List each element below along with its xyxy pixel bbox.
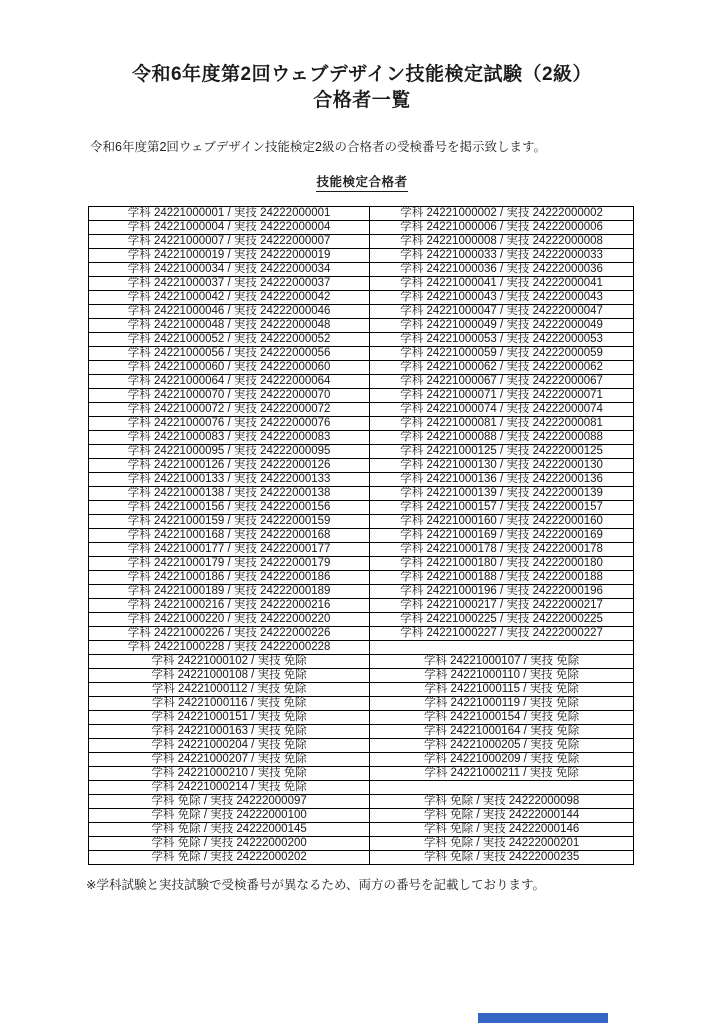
result-cell: 学科 24221000110 / 実技 免除	[370, 669, 634, 683]
table-row	[89, 361, 634, 375]
table-row	[89, 403, 634, 417]
table-row	[89, 319, 634, 333]
result-cell: 学科 24221000151 / 実技 免除	[89, 711, 370, 725]
result-cell: 学科 24221000164 / 実技 免除	[370, 725, 634, 739]
table-row	[89, 781, 634, 795]
table-row	[89, 375, 634, 389]
table-row	[89, 599, 634, 613]
table-row	[89, 767, 634, 781]
result-cell: 学科 24221000207 / 実技 免除	[89, 753, 370, 767]
section-heading-wrap	[0, 172, 724, 192]
result-cell: 学科 24221000076 / 実技 24222000076	[89, 417, 370, 431]
intro-text: 令和6年度第2回ウェブデザイン技能検定2級の合格者の受検番号を掲示致します。	[90, 140, 546, 154]
result-cell	[370, 641, 634, 655]
page-title-line1: 令和6年度第2回ウェブデザイン技能検定試験（2級）	[131, 64, 593, 85]
result-cell: 学科 24221000133 / 実技 24222000133	[89, 473, 370, 487]
result-cell: 学科 24221000154 / 実技 免除	[370, 711, 634, 725]
result-cell: 学科 24221000036 / 実技 24222000036	[370, 263, 634, 277]
result-cell: 学科 24221000196 / 実技 24222000196	[370, 585, 634, 599]
table-row	[89, 305, 634, 319]
result-cell: 学科 24221000083 / 実技 24222000083	[89, 431, 370, 445]
result-cell: 学科 24221000064 / 実技 24222000064	[89, 375, 370, 389]
result-cell: 学科 免除 / 実技 24222000145	[89, 823, 370, 837]
table-row	[89, 669, 634, 683]
result-cell: 学科 免除 / 実技 24222000235	[370, 851, 634, 865]
table-row	[89, 655, 634, 669]
footnote-text: ※学科試験と実技試験で受検番号が異なるため、両方の番号を記載しております。	[86, 878, 545, 892]
result-cell: 学科 24221000019 / 実技 24222000019	[89, 249, 370, 263]
table-row	[89, 613, 634, 627]
result-cell: 学科 24221000046 / 実技 24222000046	[89, 305, 370, 319]
table-row	[89, 627, 634, 641]
result-cell: 学科 24221000227 / 実技 24222000227	[370, 627, 634, 641]
result-cell: 学科 24221000169 / 実技 24222000169	[370, 529, 634, 543]
result-cell: 学科 24221000062 / 実技 24222000062	[370, 361, 634, 375]
result-cell: 学科 24221000074 / 実技 24222000074	[370, 403, 634, 417]
result-cell: 学科 24221000049 / 実技 24222000049	[370, 319, 634, 333]
result-cell: 学科 24221000048 / 実技 24222000048	[89, 319, 370, 333]
result-cell: 学科 24221000112 / 実技 免除	[89, 683, 370, 697]
result-cell: 学科 免除 / 実技 24222000202	[89, 851, 370, 865]
result-cell: 学科 24221000116 / 実技 免除	[89, 697, 370, 711]
result-cell: 学科 24221000168 / 実技 24222000168	[89, 529, 370, 543]
table-row	[89, 795, 634, 809]
result-cell: 学科 24221000188 / 実技 24222000188	[370, 571, 634, 585]
result-cell: 学科 24221000136 / 実技 24222000136	[370, 473, 634, 487]
result-cell: 学科 24221000160 / 実技 24222000160	[370, 515, 634, 529]
result-cell: 学科 24221000041 / 実技 24222000041	[370, 277, 634, 291]
result-cell: 学科 24221000225 / 実技 24222000225	[370, 613, 634, 627]
result-cell	[370, 781, 634, 795]
result-cell: 学科 24221000115 / 実技 免除	[370, 683, 634, 697]
table-row	[89, 697, 634, 711]
result-cell: 学科 24221000186 / 実技 24222000186	[89, 571, 370, 585]
result-cell: 学科 24221000210 / 実技 免除	[89, 767, 370, 781]
table-row	[89, 473, 634, 487]
table-row	[89, 249, 634, 263]
result-cell: 学科 24221000033 / 実技 24222000033	[370, 249, 634, 263]
result-cell: 学科 24221000217 / 実技 24222000217	[370, 599, 634, 613]
result-cell: 学科 24221000156 / 実技 24222000156	[89, 501, 370, 515]
table-row	[89, 431, 634, 445]
result-cell: 学科 24221000220 / 実技 24222000220	[89, 613, 370, 627]
result-cell: 学科 24221000052 / 実技 24222000052	[89, 333, 370, 347]
table-row	[89, 557, 634, 571]
table-row	[89, 809, 634, 823]
results-section-jitsugi-menjo	[88, 654, 634, 795]
table-row	[89, 277, 634, 291]
result-cell: 学科 24221000209 / 実技 免除	[370, 753, 634, 767]
table-row	[89, 207, 634, 221]
result-cell: 学科 24221000211 / 実技 免除	[370, 767, 634, 781]
result-cell: 学科 24221000159 / 実技 24222000159	[89, 515, 370, 529]
table-row	[89, 823, 634, 837]
table-row	[89, 445, 634, 459]
result-cell: 学科 免除 / 実技 24222000097	[89, 795, 370, 809]
result-cell: 学科 免除 / 実技 24222000200	[89, 837, 370, 851]
table-row	[89, 529, 634, 543]
footer-accent-bar	[478, 1013, 608, 1023]
table-row	[89, 221, 634, 235]
result-cell: 学科 免除 / 実技 24222000100	[89, 809, 370, 823]
table-row	[89, 333, 634, 347]
result-cell: 学科 24221000125 / 実技 24222000125	[370, 445, 634, 459]
result-cell: 学科 24221000226 / 実技 24222000226	[89, 627, 370, 641]
table-row	[89, 235, 634, 249]
table-row	[89, 417, 634, 431]
results-section-gakka-menjo	[88, 794, 634, 865]
result-cell: 学科 24221000034 / 実技 24222000034	[89, 263, 370, 277]
table-row	[89, 389, 634, 403]
result-cell: 学科 24221000119 / 実技 免除	[370, 697, 634, 711]
result-cell: 学科 24221000042 / 実技 24222000042	[89, 291, 370, 305]
result-cell: 学科 24221000001 / 実技 24222000001	[89, 207, 370, 221]
result-cell: 学科 24221000088 / 実技 24222000088	[370, 431, 634, 445]
result-cell: 学科 24221000177 / 実技 24222000177	[89, 543, 370, 557]
result-cell: 学科 24221000205 / 実技 免除	[370, 739, 634, 753]
result-cell: 学科 24221000107 / 実技 免除	[370, 655, 634, 669]
page-title-line2: 合格者一覧	[313, 90, 411, 111]
result-cell: 学科 24221000037 / 実技 24222000037	[89, 277, 370, 291]
result-cell: 学科 24221000059 / 実技 24222000059	[370, 347, 634, 361]
result-cell: 学科 24221000126 / 実技 24222000126	[89, 459, 370, 473]
result-cell: 学科 24221000067 / 実技 24222000067	[370, 375, 634, 389]
result-cell: 学科 24221000204 / 実技 免除	[89, 739, 370, 753]
table-row	[89, 753, 634, 767]
result-cell: 学科 24221000138 / 実技 24222000138	[89, 487, 370, 501]
table-row	[89, 501, 634, 515]
table-row	[89, 739, 634, 753]
table-row	[89, 543, 634, 557]
result-cell: 学科 24221000189 / 実技 24222000189	[89, 585, 370, 599]
result-cell: 学科 24221000070 / 実技 24222000070	[89, 389, 370, 403]
table-row	[89, 585, 634, 599]
result-cell: 学科 24221000072 / 実技 24222000072	[89, 403, 370, 417]
table-row	[89, 515, 634, 529]
result-cell: 学科 24221000060 / 実技 24222000060	[89, 361, 370, 375]
result-cell: 学科 24221000004 / 実技 24222000004	[89, 221, 370, 235]
result-cell: 学科 24221000228 / 実技 24222000228	[89, 641, 370, 655]
section-heading: 技能検定合格者	[316, 172, 407, 192]
result-cell: 学科 24221000071 / 実技 24222000071	[370, 389, 634, 403]
table-row	[89, 571, 634, 585]
result-cell: 学科 24221000081 / 実技 24222000081	[370, 417, 634, 431]
table-row	[89, 487, 634, 501]
result-cell: 学科 24221000056 / 実技 24222000056	[89, 347, 370, 361]
table-row	[89, 725, 634, 739]
result-cell: 学科 24221000216 / 実技 24222000216	[89, 599, 370, 613]
result-cell: 学科 24221000139 / 実技 24222000139	[370, 487, 634, 501]
result-cell: 学科 24221000102 / 実技 免除	[89, 655, 370, 669]
result-cell: 学科 24221000157 / 実技 24222000157	[370, 501, 634, 515]
results-section-gakka-and-jitsugi	[88, 206, 634, 655]
result-cell: 学科 24221000178 / 実技 24222000178	[370, 543, 634, 557]
page-title	[0, 62, 724, 114]
result-cell: 学科 24221000130 / 実技 24222000130	[370, 459, 634, 473]
result-cell: 学科 24221000007 / 実技 24222000007	[89, 235, 370, 249]
result-cell: 学科 24221000047 / 実技 24222000047	[370, 305, 634, 319]
result-cell: 学科 免除 / 実技 24222000098	[370, 795, 634, 809]
result-cell: 学科 24221000179 / 実技 24222000179	[89, 557, 370, 571]
table-row	[89, 851, 634, 865]
table-row	[89, 711, 634, 725]
result-cell: 学科 24221000043 / 実技 24222000043	[370, 291, 634, 305]
table-row	[89, 291, 634, 305]
table-row	[89, 837, 634, 851]
result-cell: 学科 24221000008 / 実技 24222000008	[370, 235, 634, 249]
result-cell: 学科 24221000180 / 実技 24222000180	[370, 557, 634, 571]
result-cell: 学科 24221000163 / 実技 免除	[89, 725, 370, 739]
result-cell: 学科 24221000002 / 実技 24222000002	[370, 207, 634, 221]
result-cell: 学科 免除 / 実技 24222000146	[370, 823, 634, 837]
table-row	[89, 641, 634, 655]
table-row	[89, 263, 634, 277]
table-row	[89, 459, 634, 473]
result-cell: 学科 24221000095 / 実技 24222000095	[89, 445, 370, 459]
result-cell: 学科 24221000006 / 実技 24222000006	[370, 221, 634, 235]
result-cell: 学科 免除 / 実技 24222000144	[370, 809, 634, 823]
table-row	[89, 683, 634, 697]
results-table	[88, 206, 634, 865]
table-row	[89, 347, 634, 361]
result-cell: 学科 24221000214 / 実技 免除	[89, 781, 370, 795]
result-cell: 学科 24221000053 / 実技 24222000053	[370, 333, 634, 347]
result-cell: 学科 24221000108 / 実技 免除	[89, 669, 370, 683]
result-cell: 学科 免除 / 実技 24222000201	[370, 837, 634, 851]
